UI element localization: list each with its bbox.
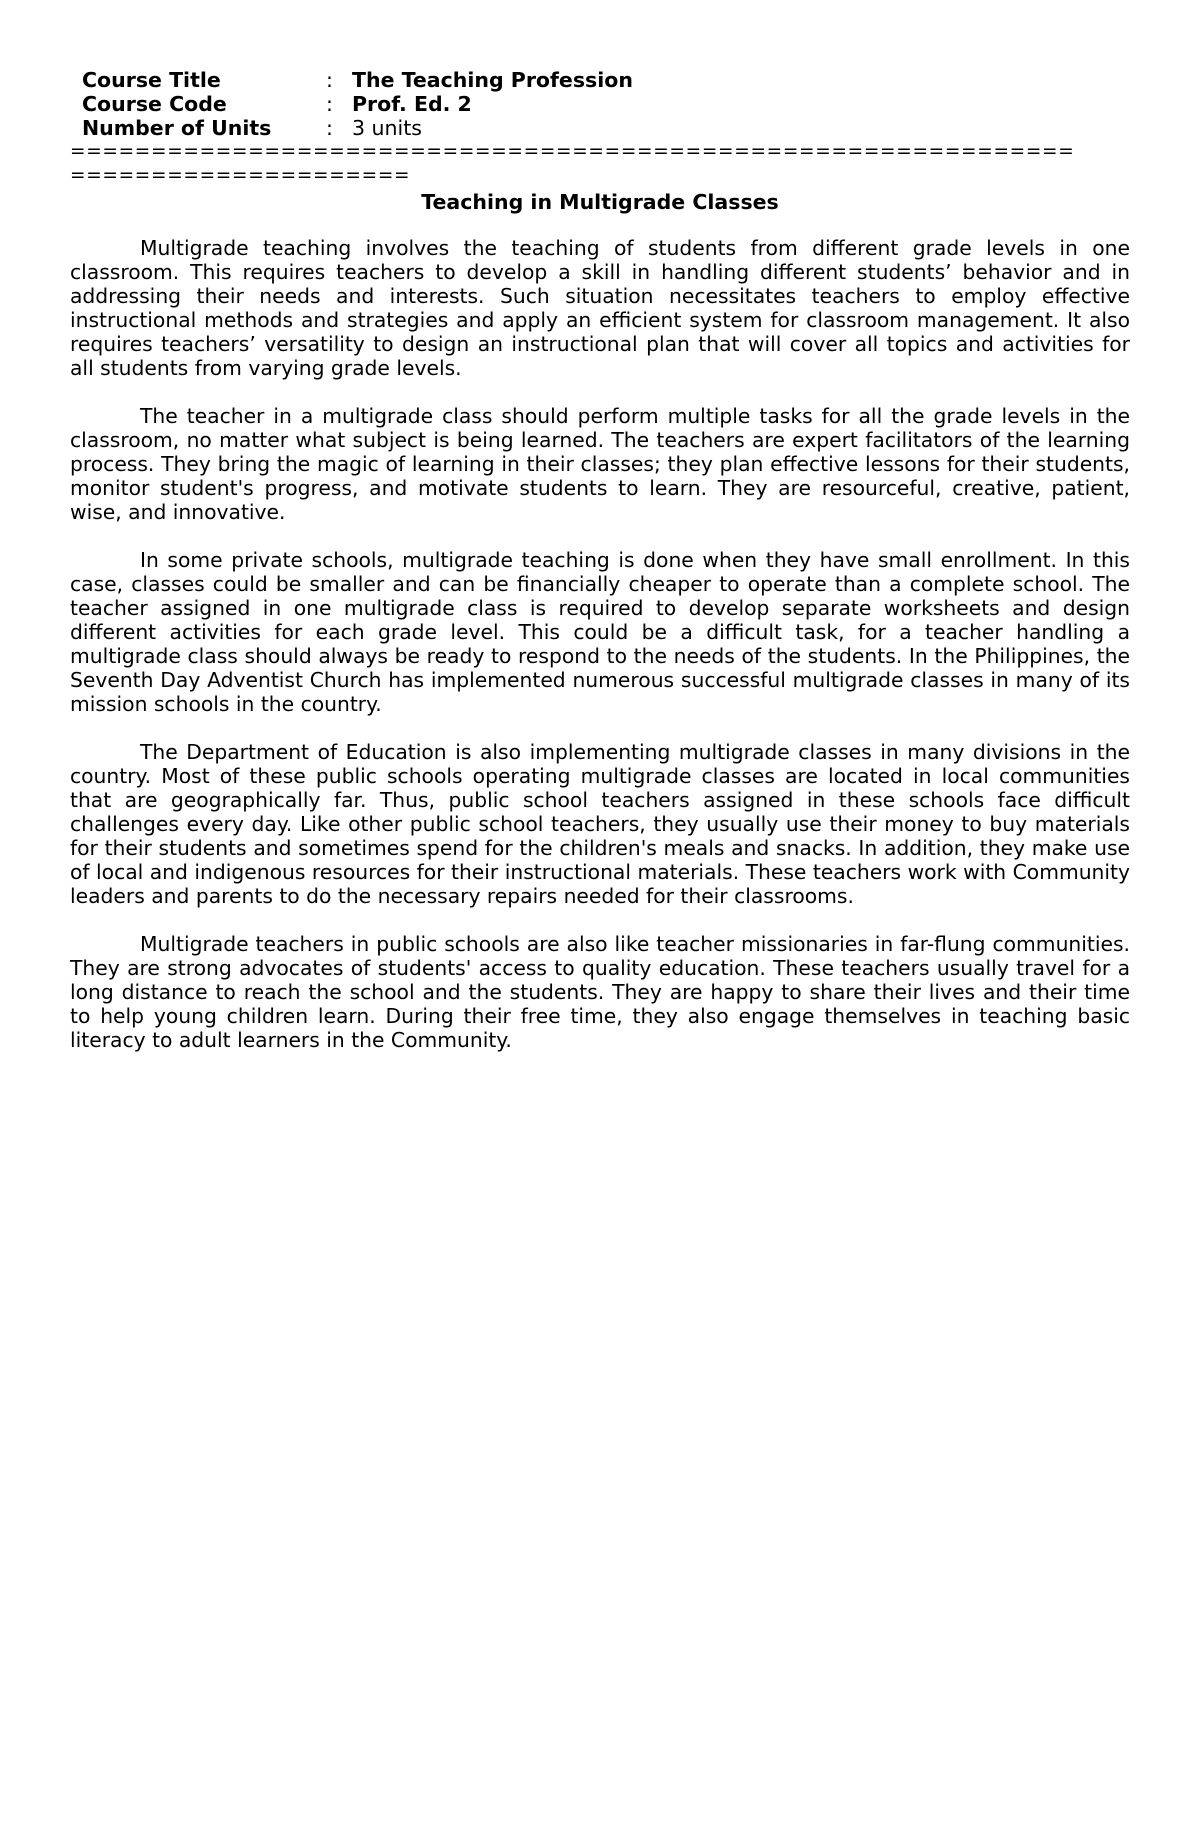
separator-rule-1: ============================================================== [70,141,1075,162]
units-value: 3 units [352,116,422,140]
course-info [70,68,1130,140]
course-code-label: Course Code [82,92,227,116]
paragraph-5: Multigrade teachers in public schools are also like teacher missionaries in far-flung communities. They are strong advocates of students' access to quality education. These teachers usually travel for a long distance to reach the school and the students. They are happy to share their lives and their time to help young children learn. During their free time, they also engage themselves in teaching basic literacy to adult learners in the Community. [70,932,1130,1052]
course-code-separator: : [326,92,333,116]
course-code-row [70,92,1130,116]
document-page [70,68,1130,1076]
course-title-row [70,68,1130,92]
paragraph-2: The teacher in a multigrade class should perform multiple tasks for all the grade levels in the classroom, no matter what subject is being learned. The teachers are expert facilitators of the learning process. They bring the magic of learning in their classes; they plan effective lessons for their students, monitor student's progress, and motivate students to learn. They are resourceful, creative, patient, wise, and innovative. [70,404,1130,524]
paragraph-1: Multigrade teaching involves the teaching of students from different grade levels in one classroom. This requires teachers to develop a skill in handling different students’ behavior and in addressing their needs and interests. Such situation necessitates teachers to employ effective instructional methods and strategies and apply an efficient system for classroom management. It also requires teachers’ versatility to design an instructional plan that will cover all topics and activities for all students from varying grade levels. [70,236,1130,380]
units-label: Number of Units [82,116,272,140]
course-code-value: Prof. Ed. 2 [352,92,472,116]
course-title-separator: : [326,68,333,92]
paragraph-3: In some private schools, multigrade teaching is done when they have small enrollment. In this case, classes could be smaller and can be financially cheaper to operate than a complete school. The teacher assigned in one multigrade class is required to develop separate worksheets and design different activities for each grade level. This could be a difficult task, for a teacher handling a multigrade class should always be ready to respond to the needs of the students. In the Philippines, the Seventh Day Adventist Church has implemented numerous successful multigrade classes in many of its mission schools in the country. [70,548,1130,716]
course-title-label: Course Title [82,68,221,92]
page-title: Teaching in Multigrade Classes [421,190,779,214]
paragraph-4: The Department of Education is also implementing multigrade classes in many divisions in the country. Most of these public schools operating multigrade classes are located in local communities that are geographically far. Thus, public school teachers assigned in these schools face difficult challenges every day. Like other public school teachers, they usually use their money to buy materials for their students and sometimes spend for the children's meals and snacks. In addition, they make use of local and indigenous resources for their instructional materials. These teachers work with Community leaders and parents to do the necessary repairs needed for their classrooms. [70,740,1130,908]
units-separator: : [326,116,333,140]
units-row [70,116,1130,140]
course-title-value: The Teaching Profession [352,68,633,92]
separator-rule-2: ===================== [70,165,411,186]
